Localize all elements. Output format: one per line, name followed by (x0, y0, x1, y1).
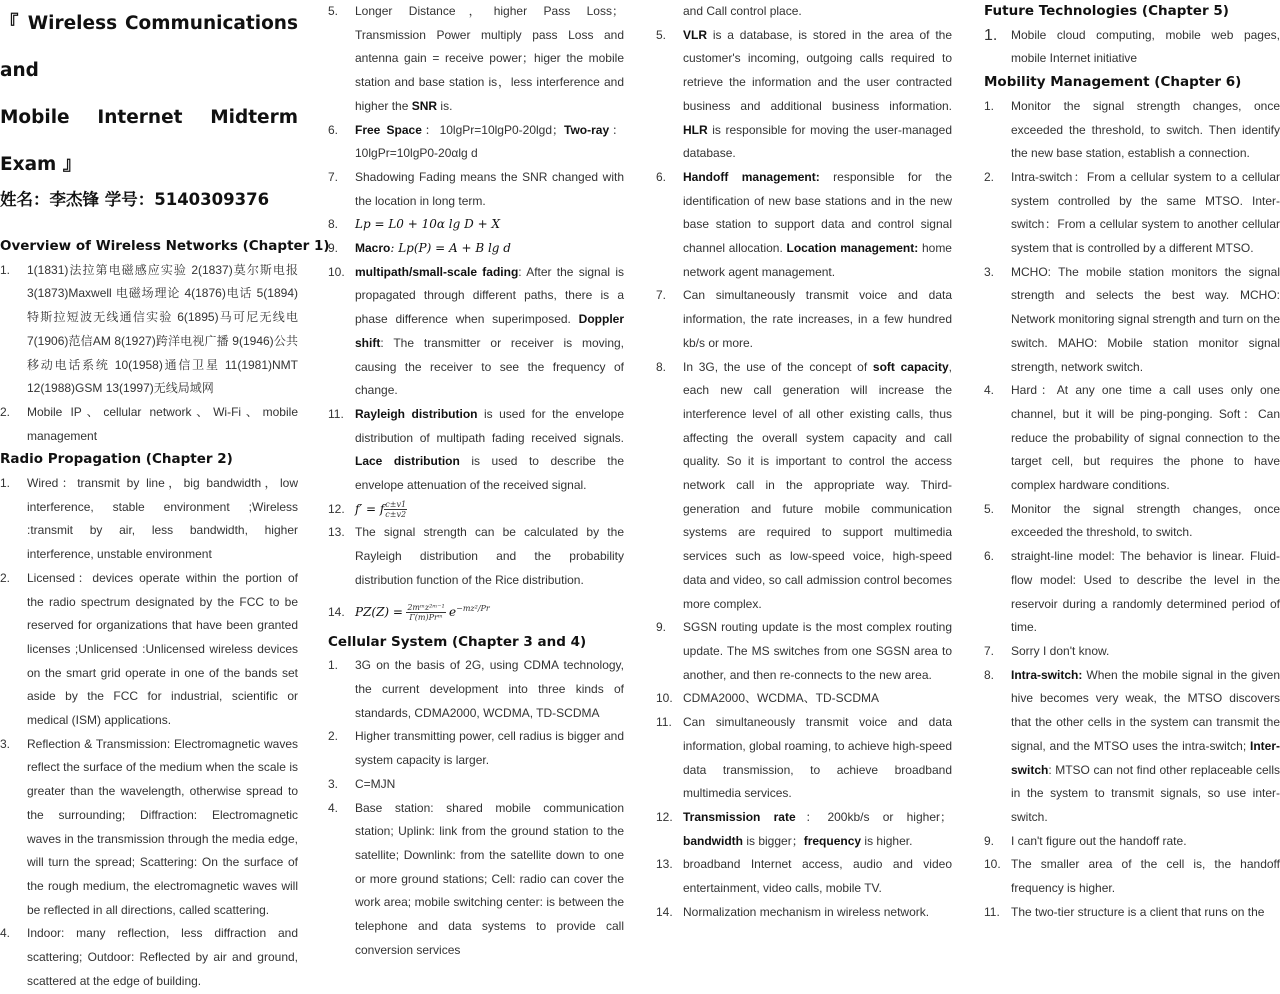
list-item: 10. multipath/small-scale fading: After the signal is propagated through different paths, there is a phase difference when superimposed. Doppler shift: The transmitter or receiver is moving, causing the receiver to see the frequency of change. (328, 264, 624, 398)
list-item: 2. Higher transmitting power, cell radius is bigger and system capacity is larger. (328, 729, 624, 768)
section-heading-ch2: Radio Propagation (Chapter 2) (0, 451, 233, 468)
ch34-list-cont (656, 24, 952, 925)
continued-text: and Call control place. (683, 4, 802, 18)
list-item: 4. Hard：At any one time a call uses only one channel, but it will be ping-ponging. Soft：Can reduce the probability of signal connection to the target cell, but requires the phone to have complex hardware conditions. (984, 383, 1280, 493)
ch6-list (984, 95, 1280, 925)
list-item: 1. Monitor the signal strength changes, once exceeded the threshold, to switch. Then identify the new base station, establish a connection. (984, 98, 1280, 161)
ch5-list (984, 24, 1280, 71)
list-item: 2. Licensed：devices operate within the portion of the radio spectrum designated by the FCC to be reserved for organizations that have been granted licenses ;Unlicensed :Unlicensed wireless devices on the smart grid operate in one of the bands set aside by the FCC for industrial, scientific or medical (ISM) applications. (0, 570, 298, 728)
ch2-list-cont (328, 0, 624, 631)
list-item: 12. Transmission rate：200kb/s or higher；bandwidth is bigger；frequency is higher. (656, 809, 952, 848)
list-item: 4. Indoor: many reflection, less diffraction and scattering; Outdoor: Reflected by air and ground, scattered at the edge of building. (0, 926, 298, 988)
list-item: 5. Monitor the signal strength changes, once exceeded the threshold, to switch. (984, 501, 1280, 540)
equation-nakagami: PZ(Z) = (355, 604, 403, 619)
list-item: 11. Can simultaneously transmit voice and data information, global roaming, to achieve high-speed data transmission, to achieve broadband multimedia services. (656, 715, 952, 801)
list-item: 12. f′ = f $\frac{c\pm v1}{c\pm v2}$ (328, 500, 407, 520)
list-item: 3. MCHO: The mobile station monitors the signal strength and selects the best way. MCHO: Network monitoring signal strength and turn on the switch. MAHO: Mobile station monitor signal strength, network switch. (984, 264, 1280, 374)
list-item: 6. Free Space：10lgPr=10lgP0-20lgd；Two-ray：10lgPr=10lgP0-20αlg d (328, 122, 624, 161)
ch1-list (0, 259, 298, 449)
list-item: 14. Normalization mechanism in wireless network. (656, 904, 930, 919)
list-item: 6. straight-line model: The behavior is linear. Fluid-flow model: Used to describe the level in the reservoir during a randomly determined period of time. (984, 549, 1280, 635)
list-item: 1. 1(1831)法拉第电磁感应实验 2(1837)莫尔斯电报 3(1873)Maxwell 电磁场理论 4(1876)电话 5(1894)特斯拉短波无线通信实验 6(1895)马可尼无线电 7(1906)范信AM 8(1927)跨洋电视广播 9(1946)公共移动电话系统 10(1958)通信卫星 11(1981)NMT 12(1988)GSM 13(1997)无线局域网 (0, 262, 298, 396)
list-item: 11. Rayleigh distribution is used for the envelope distribution of multipath fading received signals. Lace distribution is used to describe the envelope attenuation of the received signal. (328, 406, 624, 493)
list-item: 2. Mobile IP、cellular network、Wi-Fi、mobile management (0, 404, 298, 443)
student-info: 姓名：李杰锋 学号：5140309376 (0, 190, 270, 209)
list-item: 8. In 3G, the use of the concept of soft capacity, each new call generation will increase the interference level of all other existing calls, thus affecting the overall system capacity and call quality. So it is important to control the access network call in the appropriate way. Third-generation and future mobile communication systems are required to support multimedia services such as low-speed voice, high-speed data and video, so call admission control becomes more complex. (656, 359, 952, 611)
list-item: 11. The two-tier structure is a client that runs on the (984, 904, 1265, 919)
list-item: 4. Base station: shared mobile communication station; Uplink: link from the ground station to the satellite; Downlink: from the satellite down to one or more ground stations; Cell: radio can cover the work area; mobile switching center: is between the telephone and data systems to provide call conversion services (328, 800, 624, 957)
section-heading-ch34: Cellular System (Chapter 3 and 4) (328, 633, 587, 650)
list-item: 7. Shadowing Fading means the SNR changed with the location in long term. (328, 169, 624, 208)
doc-title-line-1: 『 Wireless Communications and (0, 13, 298, 81)
list-item: 3. Reflection & Transmission: Electromagnetic waves reflect the surface of the medium when the scale is greater than the wavelength, otherwise spread to the surrounding; Diffraction: Electromagnetic waves in the transmission through the media edge, will turn the spread; Scattering: On the surface of the rough medium, the electromagnetic waves will be reflected in all directions, called scattering. (0, 736, 298, 917)
list-item: 8. Lp = L0 + 10α lg D + X (328, 217, 500, 232)
list-item: 8. Intra-switch: When the mobile signal in the given hive becomes very weak, the MTSO discovers that the other cells in the system can transmit the signal, and the MTSO uses the intra-switch; Inter-switch: MTSO can not find other replaceable cells in the system to transmit signals, so use inter-switch. (984, 667, 1280, 824)
list-item: 7. Sorry I don't know. (984, 643, 1110, 658)
section-heading-ch1: Overview of Wireless Networks (Chapter 1) (0, 238, 330, 254)
section-heading-ch5: Future Technologies (Chapter 5) (984, 3, 1229, 19)
ch34-list (328, 654, 624, 962)
list-item: 9. I can't figure out the handoff rate. (984, 833, 1187, 848)
section-heading-ch6: Mobility Management (Chapter 6) (984, 74, 1242, 91)
list-item: 3. C=MJN (328, 776, 396, 791)
equation-macro: : Lp(P) = A + B lg d (390, 241, 511, 256)
list-item: 5. Longer Distance，higher Pass Loss；Transmission Power multiply pass Loss and antenna gain = receive power；higer the mobile station and base station is，less interference and higher the SNR is. (328, 4, 624, 113)
list-item: 9. Macro: Lp(P) = A + B lg d (328, 241, 511, 256)
list-item: 10. CDMA2000、WCDMA、TD-SCDMA (656, 691, 880, 706)
list-item: 7. Can simultaneously transmit voice and data information, the rate increases, in a few hundred kb/s or more. (656, 288, 952, 350)
equation-path-loss: Lp = L0 + 10α lg D + X (355, 217, 500, 232)
list-item: 5. VLR is a database, is stored in the area of the customer's incoming, outgoing calls required to retrieve the information and the user contracted business and additional business information. HLR is responsible for moving the user-managed database. (656, 27, 952, 161)
fraction: $\frac{\text{2mᵐz²ᵐ⁻¹}}{\text{Γ(m)Prᵐ}}$ (407, 602, 445, 622)
list-item: 10. The smaller area of the cell is, the handoff frequency is higher. (984, 857, 1280, 896)
list-item: 13. broadband Internet access, audio and video entertainment, video calls, mobile TV. (656, 857, 952, 896)
column-2 (328, 0, 624, 957)
list-item: 9. SGSN routing update is the most complex routing update. The MS switches from one SGSN area to another, and then re-connects to the new area. (656, 620, 952, 682)
column-4 (984, 0, 1280, 919)
list-item: 14. PZ(Z) = $\frac{\text{2mᵐz²ᵐ⁻¹}}{\text{Γ(m)Prᵐ}}$ $e^{-mz^2/Pr}$ (328, 602, 490, 622)
equation-doppler: f′ = f (355, 501, 385, 516)
list-item: 2. Intra-switch：From a cellular system to a cellular system controlled by the same MTSO. Inter-switch：From a cellular system to another cellular system that is controlled by a different MTSO. (984, 169, 1280, 256)
ch2-list (0, 472, 298, 993)
list-item: 13. The signal strength can be calculated by the Rayleigh distribution and the probability distribution function of the Rice distribution. (328, 525, 624, 587)
column-3 (656, 0, 952, 919)
list-item: 1. 3G on the basis of 2G, using CDMA technology, the current development into three kinds of standards, CDMA2000, WCDMA, TD-SCDMA (328, 658, 624, 720)
list-item: 1. Mobile cloud computing, mobile web pages, mobile Internet initiative (984, 26, 1280, 66)
list-item: 1. Wired：transmit by line，big bandwidth，low interference, stable environment ;Wireless :transmit by air, less bandwidth, higher interference, unstable environment (0, 476, 298, 562)
list-item: 6. Handoff management: responsible for the identification of new base stations and in the new base station to support data and control signal channel allocation. Location management: home network agent management. (656, 169, 952, 279)
column-1 (0, 0, 330, 988)
doc-title-line-2: Mobile Internet Midterm Exam 』 (0, 107, 298, 175)
fraction: $\frac{c\pm v1}{c\pm v2}$ (385, 500, 407, 520)
